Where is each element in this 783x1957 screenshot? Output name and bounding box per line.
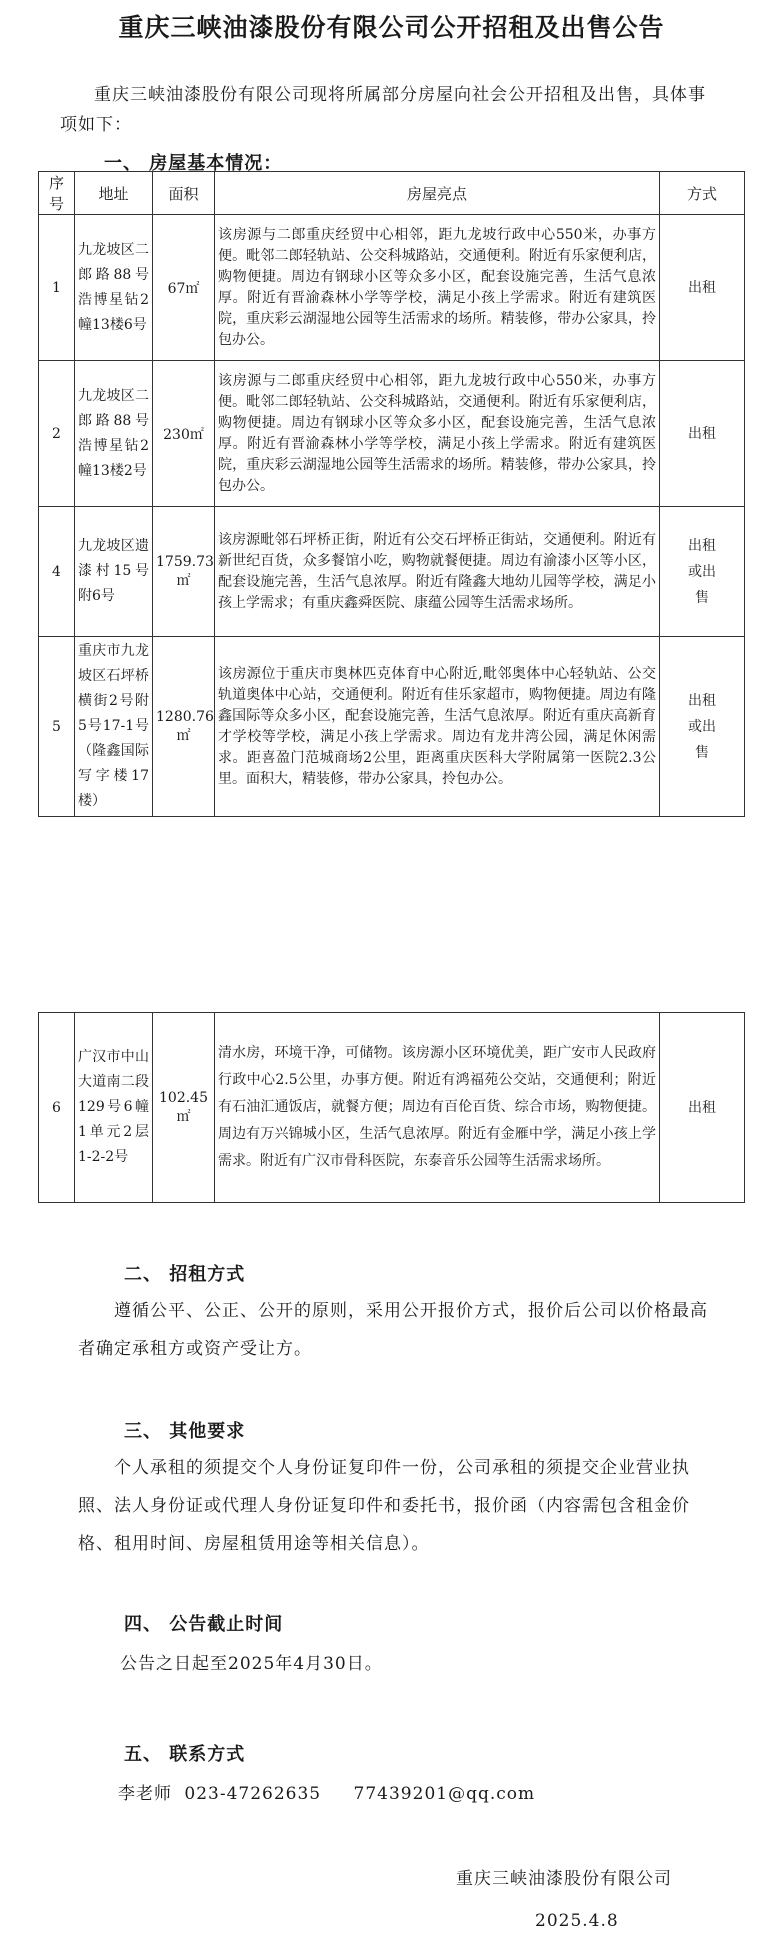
row-highlights: 该房源位于重庆市奥林匹克体育中心附近,毗邻奥体中心轻轨站、公交轨道奥体中心站，交通便利。附近有佳乐家超市，购物便捷。周边有隆鑫国际等众多小区，配套设施完善，生活气息浓厚。附近有重庆高新育才学校等学校，满足小孩上学需求。周边有龙井湾公园，满足休闲需求。距喜盈门范城商场2公里，距离重庆医科大学附属第一医院2.3公里。面积大，精装修，带办公家具，拎包办公。 [215,637,660,817]
row-area: 230㎡ [153,361,215,507]
row-address: 九龙坡区二郎路88号浩博星钻2幢13楼6号 [75,215,153,361]
row-address: 九龙坡区二郎路88号浩博星钻2幢13楼2号 [75,361,153,507]
col-header-address: 地址 [75,172,153,215]
row-area: 102.45㎡ [153,1013,215,1203]
page-title: 重庆三峡油漆股份有限公司公开招租及出售公告 [118,13,665,42]
row-highlights: 该房源与二郎重庆经贸中心相邻，距九龙坡行政中心550米，办事方便。毗邻二郎轻轨站、公交科城路站，交通便利。附近有乐家便利店，购物便捷。周边有钢球小区等众多小区，配套设施完善，生活气息浓厚。附近有晋渝森林小学等学校，满足小孩上学需求。附近有建筑医院，重庆彩云湖湿地公园等生活需求的场所。精装修，带办公家具，拎包办公。 [215,361,660,507]
signature-company: 重庆三峡油漆股份有限公司 [456,1869,672,1889]
row-address: 广汉市中山大道南二段129号6幢1单元2层1-2-2号 [75,1013,153,1203]
row-index: 4 [39,507,75,637]
table-row [39,637,745,817]
row-mode: 出租或出售 [660,507,745,637]
row-index: 1 [39,215,75,361]
row-area: 1280.76㎡ [153,637,215,817]
contact-name: 李老师 [118,1784,172,1804]
row-address: 九龙坡区遗漆村15号附6号 [75,507,153,637]
section4-heading: 四、 公告截止时间 [124,1614,284,1635]
row-highlights: 该房源毗邻石坪桥正街，附近有公交石坪桥正街站，交通便利。附近有新世纪百货，众多餐馆小吃，购物就餐便捷。周边有渝漆小区等小区，配套设施完善，生活气息浓厚。附近有隆鑫大地幼儿园等学校，满足小孩上学需求；有重庆鑫舜医院、康蕴公园等生活需求场所。 [215,507,660,637]
col-header-highlights: 房屋亮点 [215,172,660,215]
table-row [39,361,745,507]
contact-line [118,1779,535,1809]
section2-body: 遵循公平、公正、公开的原则，采用公开报价方式，报价后公司以价格最高者确定承租方或资产受让方。 [78,1301,708,1359]
row-highlights: 清水房，环境干净，可储物。该房源小区环境优美，距广安市人民政府行政中心2.5公里，办事方便。附近有鸿福苑公交站，交通便利；附近有石油汇通饭店，就餐方便；周边有百伦百货、综合市场，购物便捷。周边有万兴锦城小区，生活气息浓厚。附近有金雁中学，满足小孩上学需求。附近有广汉市骨科医院，东泰音乐公园等生活需求场所。 [215,1013,660,1203]
contact-phone: 023-47262635 [184,1784,322,1804]
section3-heading: 三、 其他要求 [124,1421,246,1442]
row-index: 2 [39,361,75,507]
rooms-table-continued [38,1012,745,1203]
table-row [39,507,745,637]
rooms-table [38,171,745,817]
section4-body: 公告之日起至2025年4月30日。 [120,1654,383,1674]
row-mode: 出租或出售 [660,637,745,817]
row-index: 5 [39,637,75,817]
row-mode: 出租 [660,1013,745,1203]
intro-paragraph: 重庆三峡油漆股份有限公司现将所属部分房屋向社会公开招租及出售，具体事项如下： [60,85,706,135]
row-area: 1759.73㎡ [153,507,215,637]
row-highlights: 该房源与二郎重庆经贸中心相邻，距九龙坡行政中心550米，办事方便。毗邻二郎轻轨站、公交科城路站，交通便利。附近有乐家便利店，购物便捷。周边有钢球小区等众多小区，配套设施完善，生活气息浓厚。附近有晋渝森林小学等学校，满足小孩上学需求。附近有建筑医院，重庆彩云湖湿地公园等生活需求的场所。精装修，带办公家具，拎包办公。 [215,215,660,361]
section1-heading: 一、 房屋基本情况： [104,153,283,174]
table-header-row [39,172,745,215]
section2-heading: 二、 招租方式 [124,1264,246,1285]
signature-date: 2025.4.8 [535,1911,619,1931]
table-row [39,215,745,361]
col-header-area: 面积 [153,172,215,215]
contact-email: 77439201@qq.com [353,1784,536,1804]
row-area: 67㎡ [153,215,215,361]
row-index: 6 [39,1013,75,1203]
table-row [39,1013,745,1203]
section3-body: 个人承租的须提交个人身份证复印件一份，公司承租的须提交企业营业执照、法人身份证或代理人身份证复印件和委托书，报价函（内容需包含租金价格、租用时间、房屋租赁用途等相关信息）。 [78,1458,690,1554]
row-mode: 出租 [660,215,745,361]
row-mode: 出租 [660,361,745,507]
col-header-mode: 方式 [660,172,745,215]
row-address: 重庆市九龙坡区石坪桥横街2号附5号17-1号（隆鑫国际写字楼17楼） [75,637,153,817]
section5-heading: 五、 联系方式 [124,1744,246,1765]
col-header-index: 序号 [39,172,75,215]
